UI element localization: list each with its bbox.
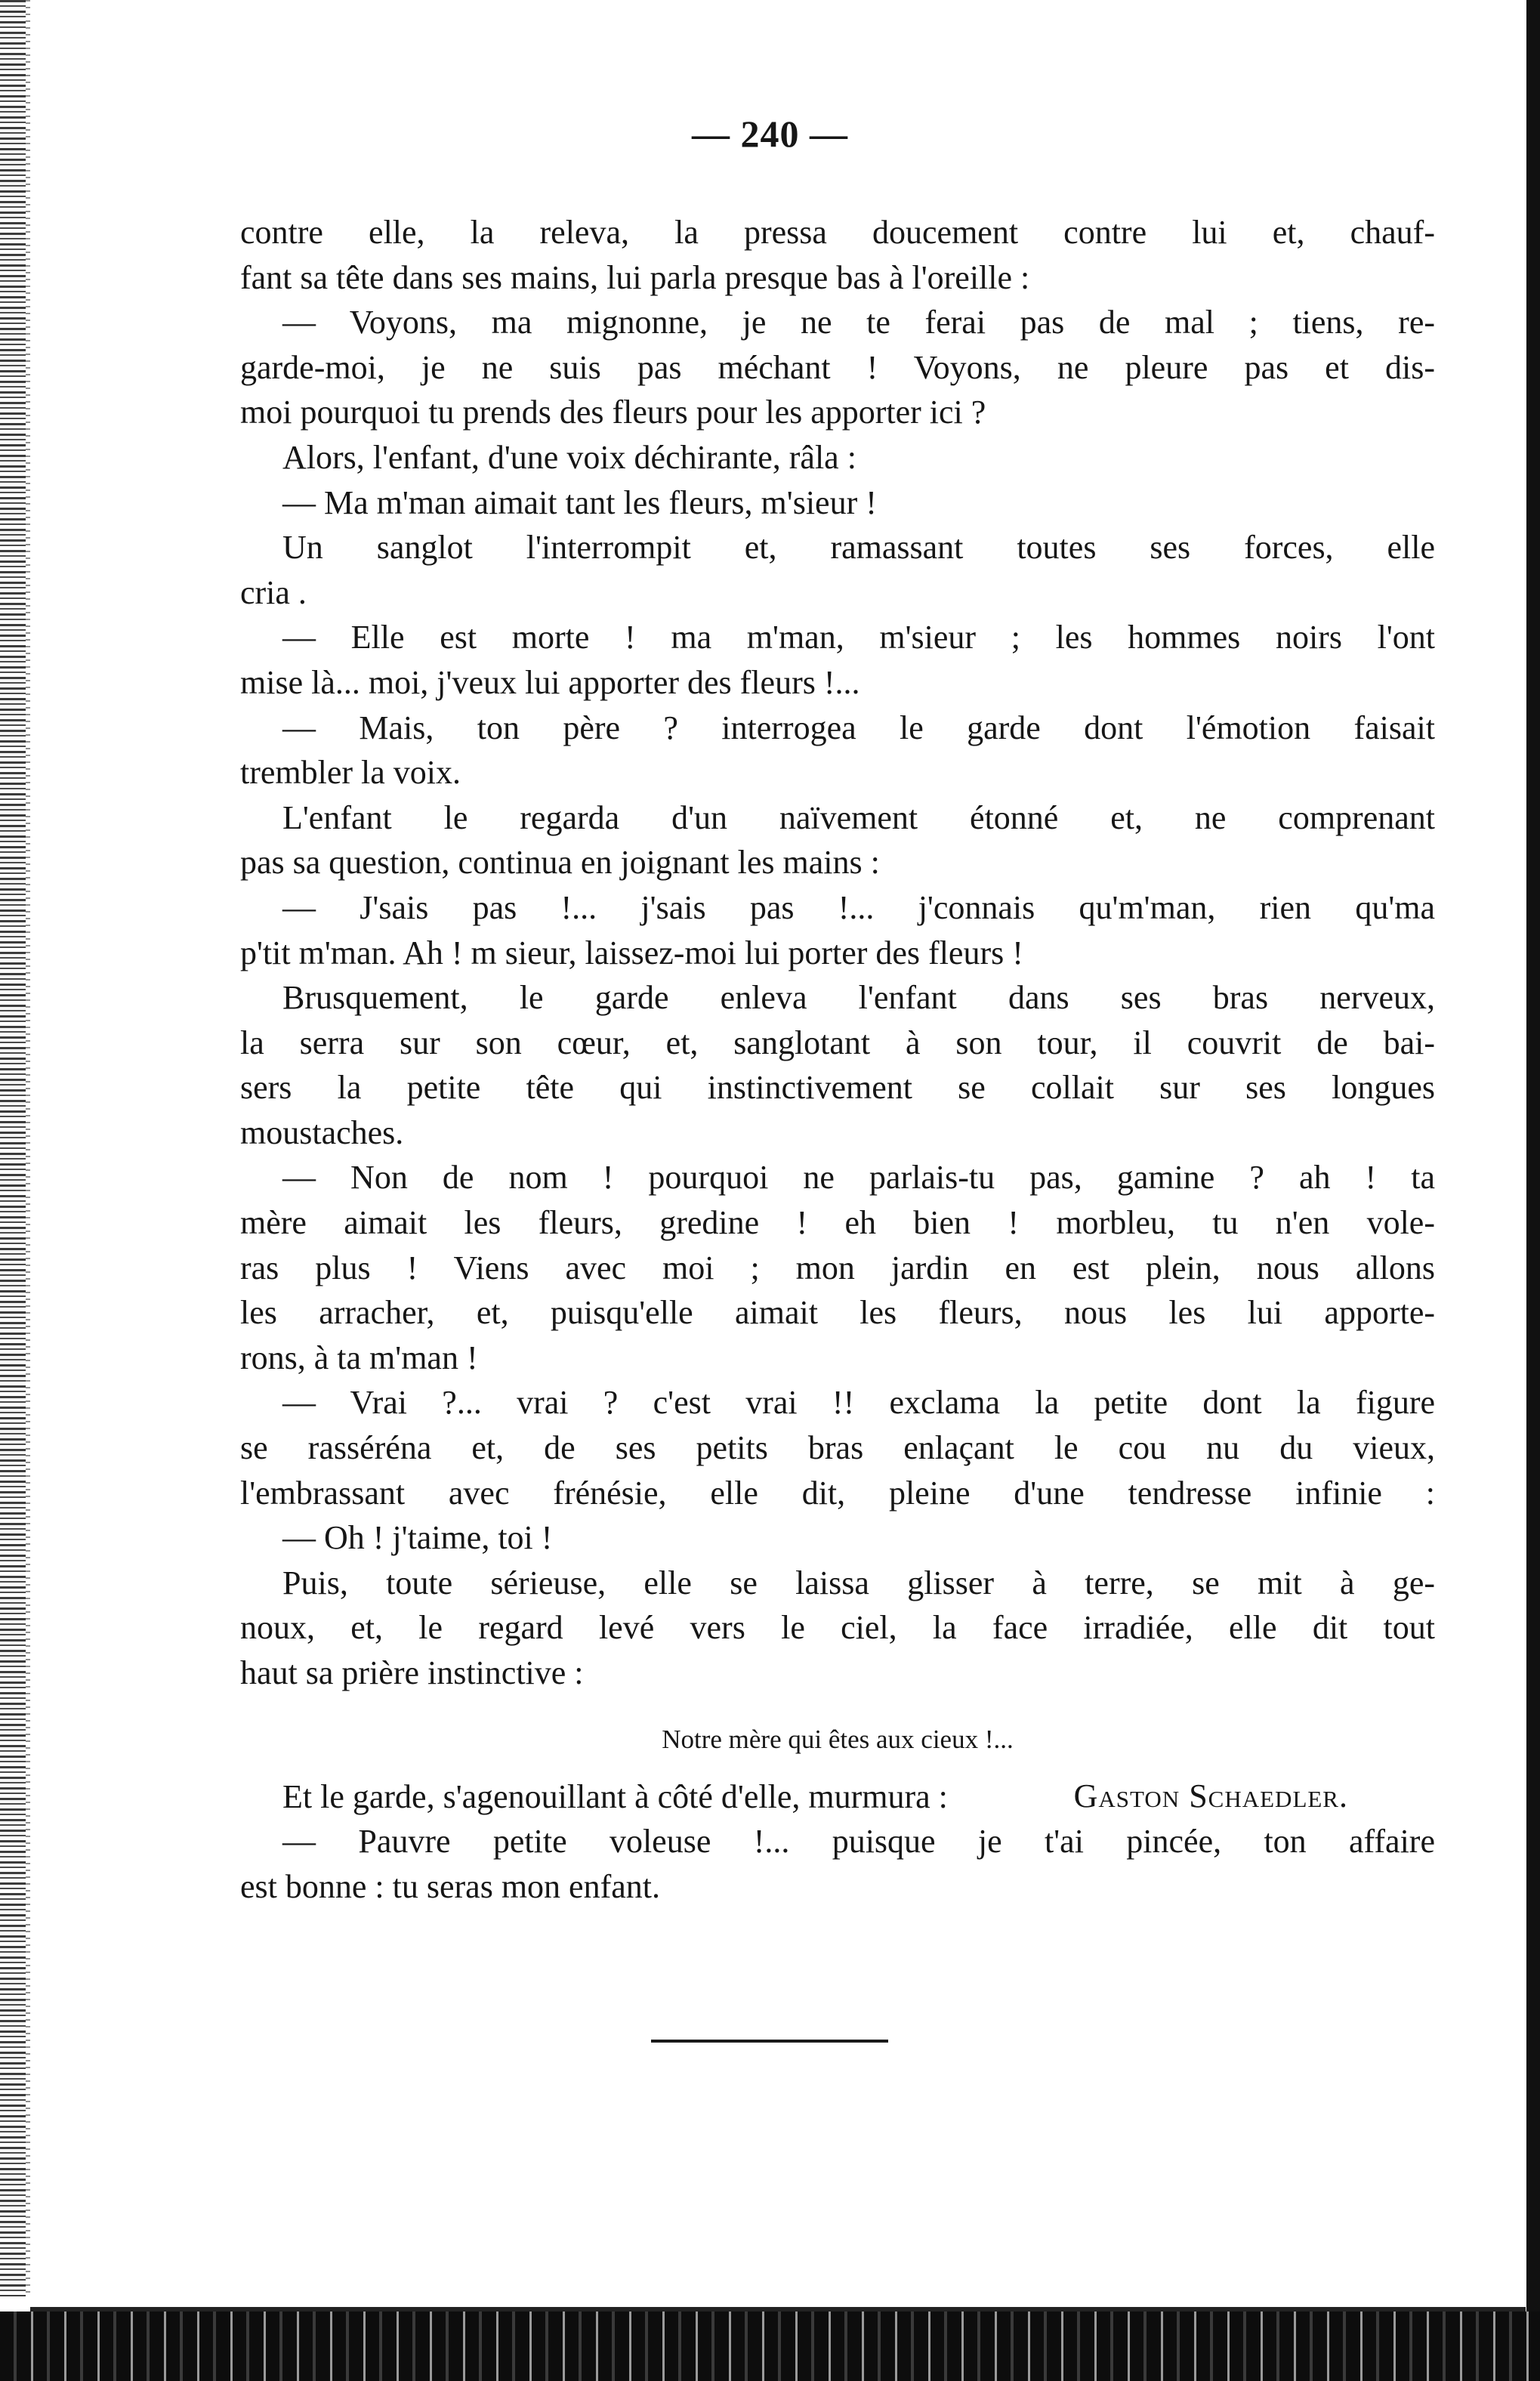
text-line: haut sa prière instinctive : (240, 1654, 584, 1691)
text-line: rons, à ta m'man ! (240, 1339, 478, 1376)
text-line: contre elle, la releva, la pressa doucement contre lui et, chauf- (240, 214, 1435, 251)
text-line: ras plus ! Viens avec moi ; mon jardin en est plein, nous allons (240, 1249, 1435, 1286)
text-line: se rasséréna et, de ses petits bras enlaçant le cou nu du vieux, (240, 1429, 1435, 1467)
text-line: mise là... moi, j'veux lui apporter des fleurs !... (240, 663, 860, 701)
page-number: — 240 — (692, 113, 848, 155)
end-rule (651, 2040, 888, 2043)
text-line: — Elle est morte ! ma m'man, m'sieur ; les hommes noirs l'ont (282, 619, 1435, 656)
text-line: Alors, l'enfant, d'une voix déchirante, râla : (282, 438, 856, 476)
text-line: — Pauvre petite voleuse !... puisque je t'ai pincée, ton affaire (282, 1823, 1435, 1861)
text-line: Un sanglot l'interrompit et, ramassant toutes ses forces, elle (282, 529, 1435, 567)
text-line: moi pourquoi tu prends des fleurs pour les apporter ici ? (240, 394, 986, 431)
text-line: sers la petite tête qui instinctivement se collait sur ses longues (240, 1069, 1435, 1107)
text-line: — Ma m'man aimait tant les fleurs, m'sieur ! (282, 483, 877, 521)
text-line: noux, et, le regard levé vers le ciel, la face irradiée, elle dit tout (240, 1609, 1435, 1647)
text-line: — Mais, ton père ? interrogea le garde dont l'émotion faisait (282, 709, 1435, 746)
page-scan-right-border (1526, 0, 1540, 2381)
text-line: Brusquement, le garde enleva l'enfant dans ses bras nerveux, (282, 979, 1435, 1017)
author-signature: Gaston Schaedler. (1073, 1777, 1348, 1814)
text-line: l'embrassant avec frénésie, elle dit, pleine d'une tendresse infinie : (240, 1474, 1435, 1512)
page-scan-bottom-border (0, 2312, 1540, 2381)
page-scan-left-edge (26, 0, 30, 2296)
text-line: Puis, toute sérieuse, elle se laissa glisser à terre, se mit à ge- (282, 1564, 1435, 1601)
text-line: cria . (240, 573, 307, 611)
text-line: — Voyons, ma mignonne, je ne te ferai pas de mal ; tiens, re- (282, 304, 1435, 341)
text-line: mère aimait les fleurs, gredine ! eh bien ! morbleu, tu n'en vole- (240, 1204, 1435, 1242)
prayer-quote: Notre mère qui êtes aux cieux !... (662, 1724, 1014, 1754)
text-line: pas sa question, continua en joignant les mains : (240, 844, 880, 882)
page-scan-left-border (0, 0, 26, 2296)
text-line: fant sa tête dans ses mains, lui parla presque bas à l'oreille : (240, 258, 1030, 296)
text-line: est bonne : tu seras mon enfant. (240, 1867, 660, 1905)
body-text (240, 210, 1435, 1909)
text-line: — Oh ! j'taime, toi ! (282, 1519, 553, 1557)
text-line: p'tit m'man. Ah ! m sieur, laissez-moi lui porter des fleurs ! (240, 934, 1023, 971)
text-line: — Non de nom ! pourquoi ne parlais-tu pas, gamine ? ah ! ta (282, 1159, 1435, 1197)
text-line: Et le garde, s'agenouillant à côté d'elle, murmura : (282, 1777, 948, 1815)
text-line: L'enfant le regarda d'un naïvement étonné et, ne comprenant (282, 798, 1435, 836)
text-line: — J'sais pas !... j'sais pas !... j'connais qu'm'man, rien qu'ma (282, 888, 1435, 926)
text-line: — Vrai ?... vrai ? c'est vrai !! exclama la petite dont la figure (282, 1384, 1435, 1422)
text-line: les arracher, et, puisqu'elle aimait les fleurs, nous les lui apporte- (240, 1294, 1435, 1332)
text-line: moustaches. (240, 1113, 404, 1151)
text-line: trembler la voix. (240, 754, 461, 792)
text-line: la serra sur son cœur, et, sanglotant à son tour, il couvrit de bai- (240, 1024, 1435, 1061)
text-line: garde-moi, je ne suis pas méchant ! Voyons, ne pleure pas et dis- (240, 348, 1435, 386)
